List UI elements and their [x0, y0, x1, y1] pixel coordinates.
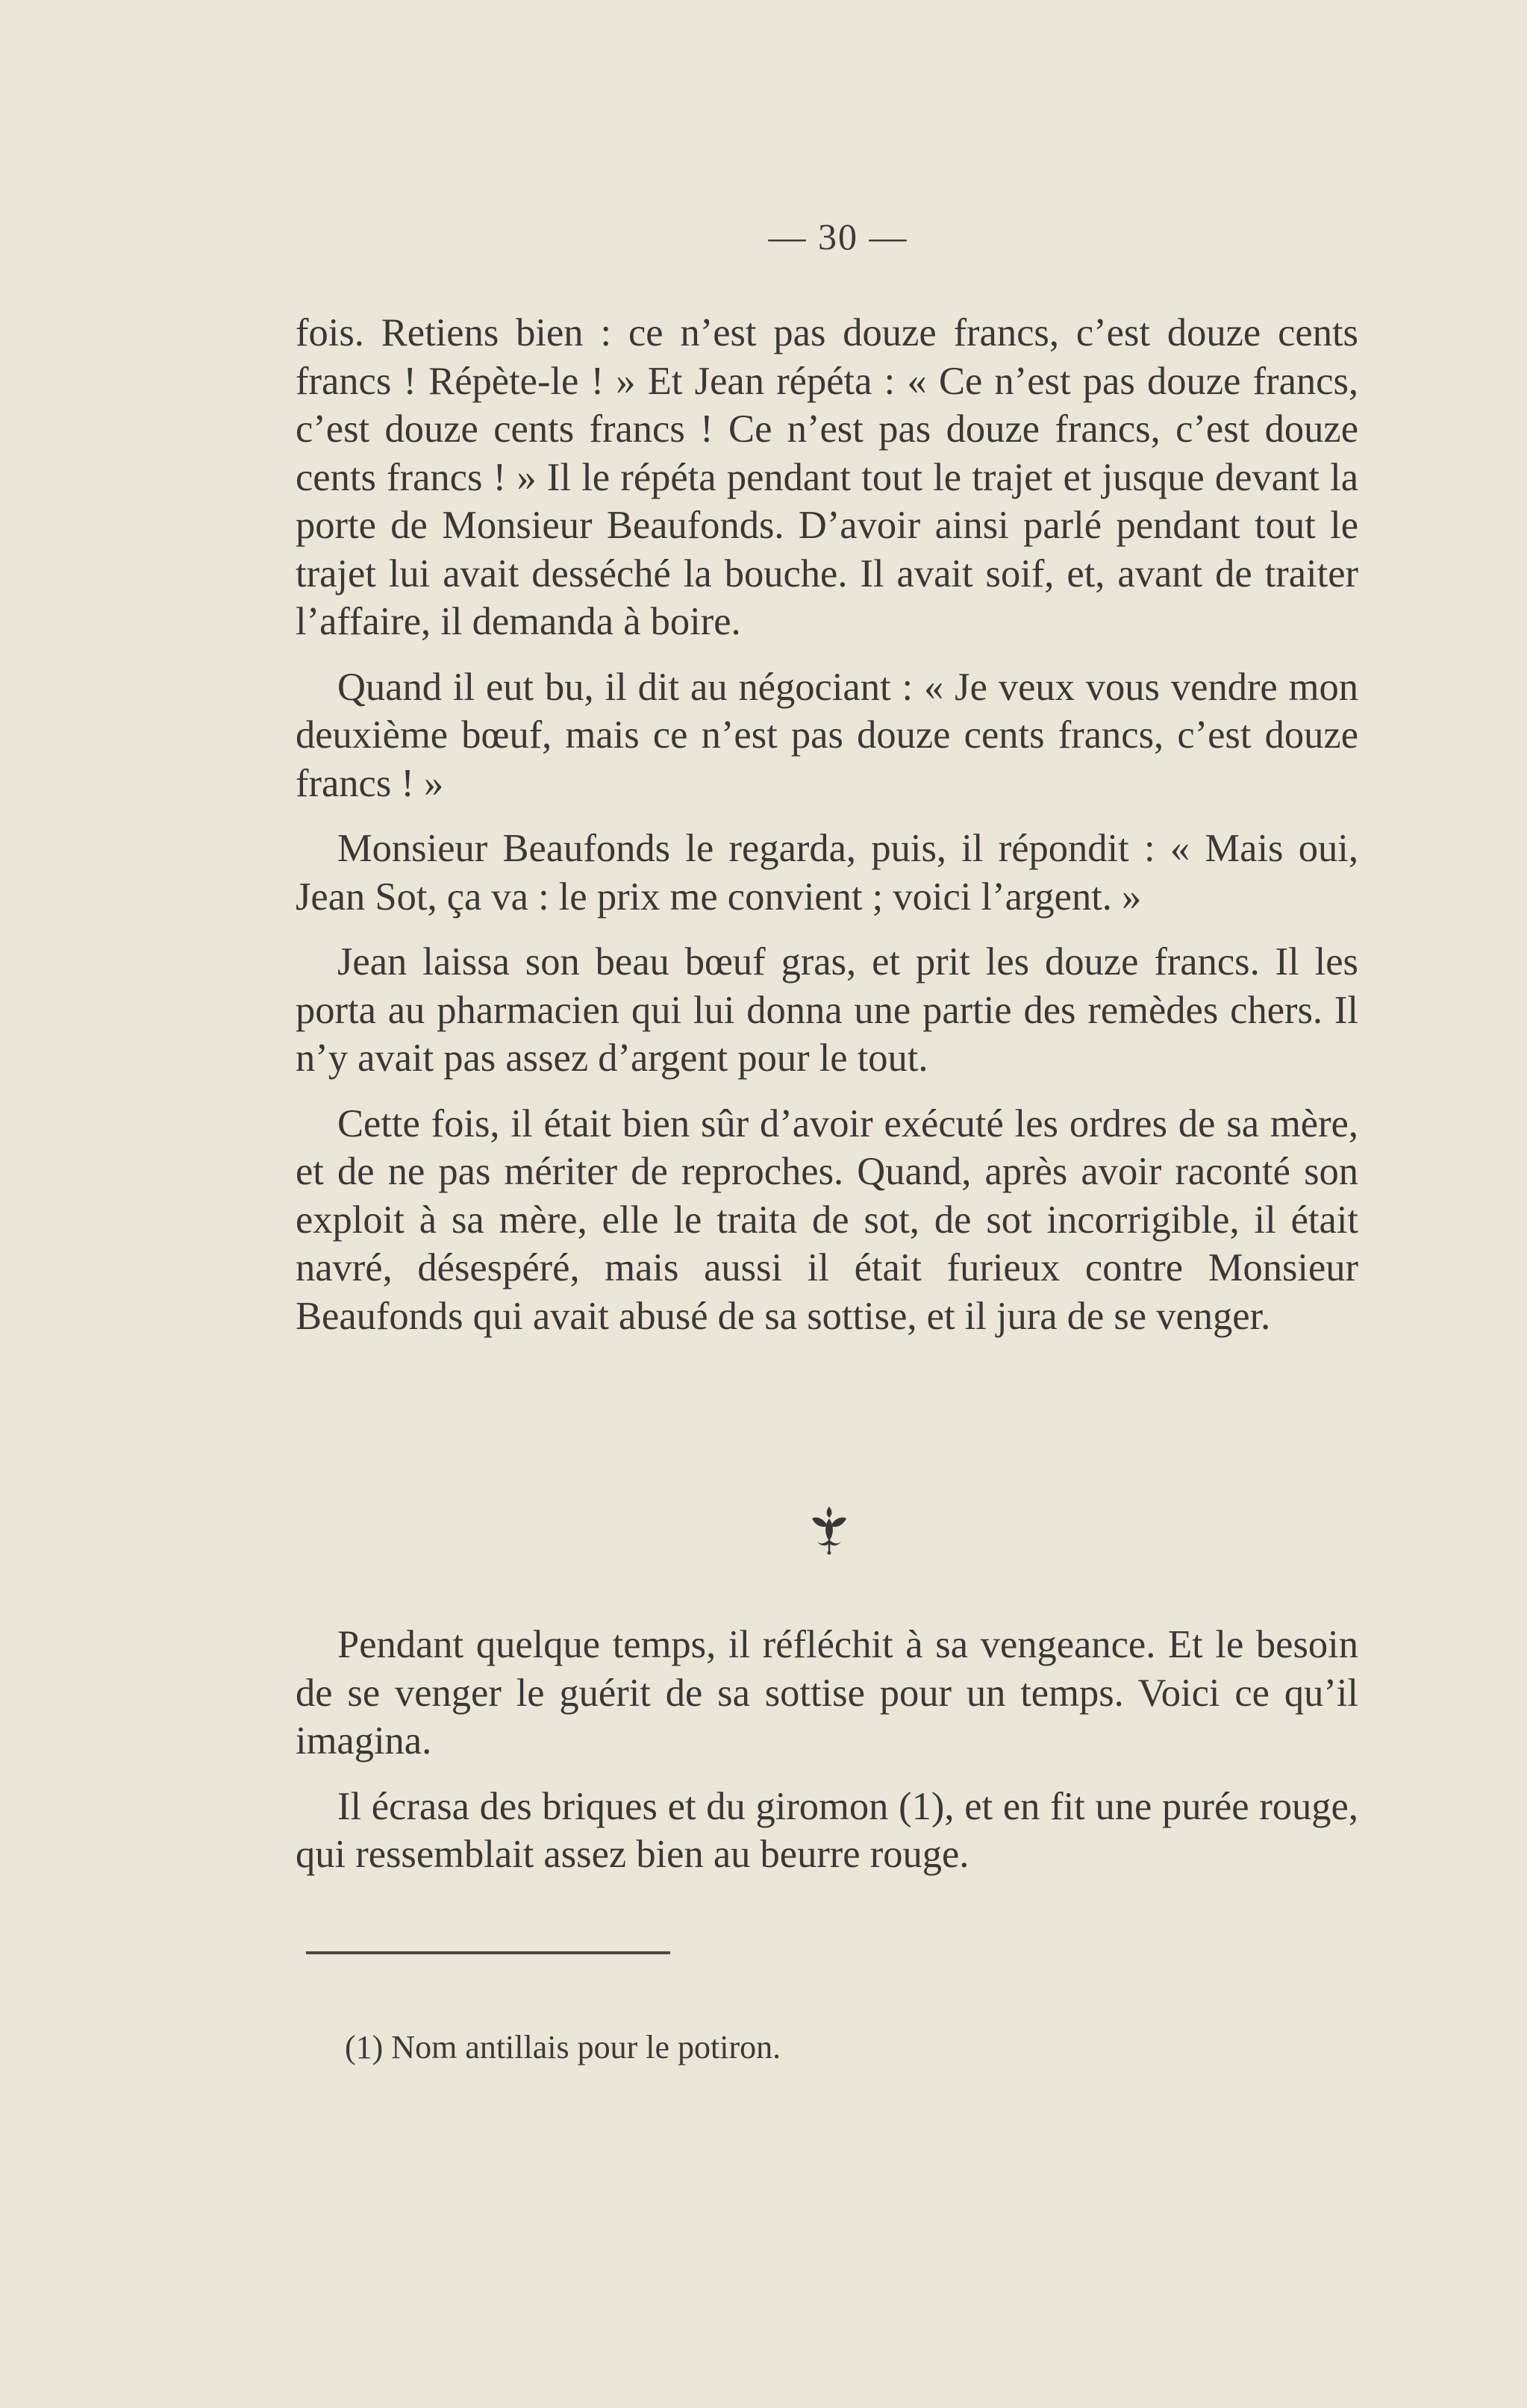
paragraph-6: Pendant quelque temps, il réfléchit à sa vengeance. Et le besoin de se venger le guérit de sa sottise pour un temps. Voici ce qu’il imagina.	[296, 1623, 1358, 1763]
page-number: — 30 —	[768, 216, 908, 257]
main-text-bottom	[296, 1621, 1358, 1896]
footnote: (1) Nom antillais pour le potiron.	[345, 2029, 781, 2065]
paragraph-3: Monsieur Beaufonds le regarda, puis, il répondit : « Mais oui, Jean Sot, ça va : le prix me convient ; voici l’argent. »	[296, 827, 1358, 919]
footnote-divider	[306, 1951, 670, 1954]
paragraph-1: fois. Retiens bien : ce n’est pas douze francs, c’est douze cents francs ! Répète-le ! » Et Jean répéta : « Ce n’est pas douze francs, c’est douze cents francs ! Ce n’est pas douze francs, c’est douze cents francs ! » Il le répéta pendant tout le trajet et jusque devant la porte de Monsieur Beaufonds. D’avoir ainsi parlé pendant tout le trajet lui avait desséché la bouche. Il avait soif, et, avant de traiter l’affaire, il demanda à boire.	[296, 311, 1358, 643]
paragraph-4: Jean laissa son beau bœuf gras, et prit les douze francs. Il les porta au pharmacien qui lui donna une partie des remèdes chers. Il n’y avait pas assez d’argent pour le tout.	[296, 940, 1358, 1080]
main-text-top	[296, 309, 1358, 1357]
paragraph-7: Il écrasa des briques et du giromon (1), et en fit une purée rouge, qui ressemblait assez bien au beurre rouge.	[296, 1784, 1358, 1876]
paragraph-5: Cette fois, il était bien sûr d’avoir exécuté les ordres de sa mère, et de ne pas mériter de reproches. Quand, après avoir raconté son exploit à sa mère, elle le traita de sot, de sot incorrigible, il était navré, désespéré, mais aussi il était furieux contre Monsieur Beaufonds qui avait abusé de sa sottise, et il jura de se venger.	[296, 1101, 1358, 1338]
fleuron-icon	[808, 1504, 851, 1556]
paragraph-2: Quand il eut bu, il dit au négociant : « Je veux vous vendre mon deuxième bœuf, mais ce n’est pas douze cents francs, c’est douze francs ! »	[296, 665, 1358, 805]
